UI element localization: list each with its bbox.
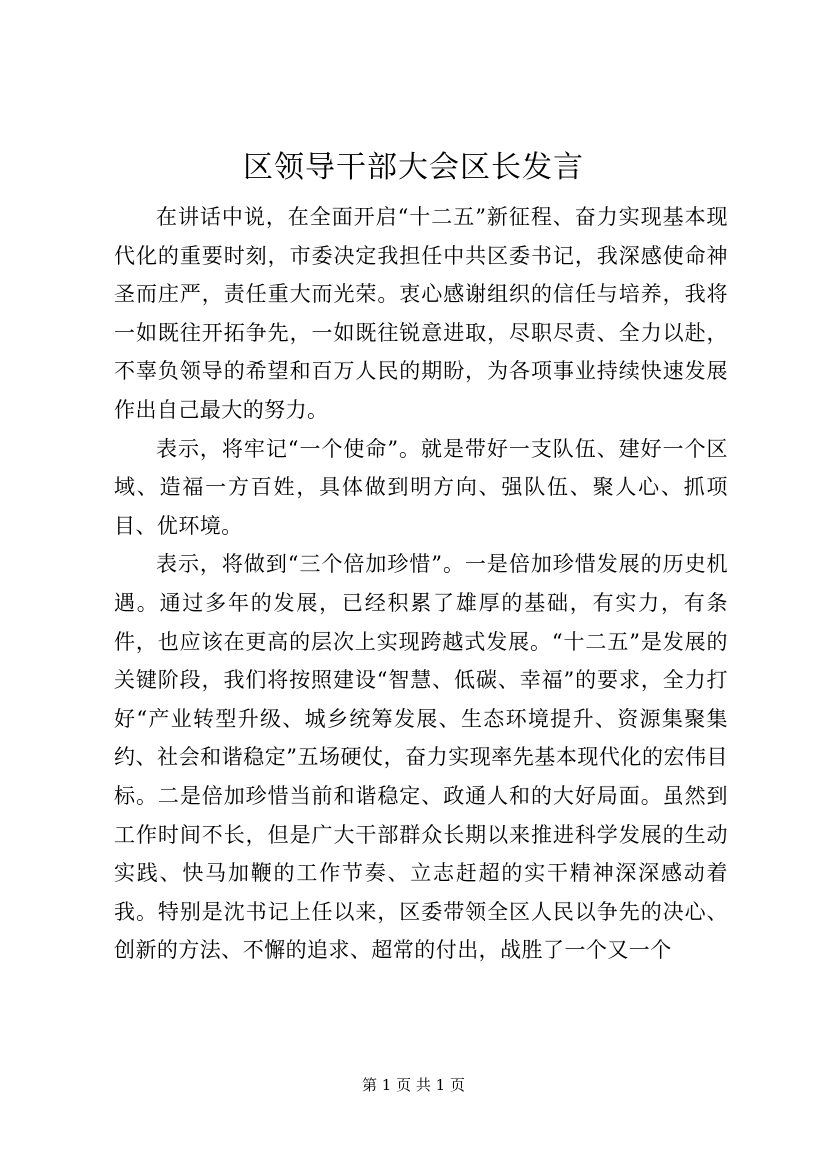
paragraph-1: 在讲话中说，在全面开启“十二五”新征程、奋力实现基本现代化的重要时刻，市委决定我担任中共区委书记，我深感使命神圣而庄严，责任重大而光荣。衷心感谢组织的信任与培养，我将一如既往开拓争先，一如既往锐意进取，尽职尽责、全力以赴，不辜负领导的希望和百万人民的期盼，为各项事业持续快速发展作出自己最大的努力。 — [114, 205, 728, 422]
page-number-footer: 第 1 页 共 1 页 — [362, 1076, 465, 1094]
document-body — [114, 198, 728, 970]
paragraph-3: 表示，将做到“三个倍加珍惜”。一是倍加珍惜发展的历史机遇。通过多年的发展，已经积累了雄厚的基础，有实力，有条件，也应该在更高的层次上实现跨越式发展。“十二五”是发展的关键阶段，我们将按照建设“智慧、低碳、幸福”的要求，全力打好“产业转型升级、城乡统筹发展、生态环境提升、资源集聚集约、社会和谐稳定”五场硬仗，奋力实现率先基本现代化的宏伟目标。二是倍加珍惜当前和谐稳定、政通人和的大好局面。虽然到工作时间不长，但是广大干部群众长期以来推进科学发展的生动实践、快马加鞭的工作节奏、立志赶超的实干精神深深感动着我。特别是沈书记上任以来，区委带领全区人民以争先的决心、创新的方法、不懈的追求、超常的付出，战胜了一个又一个 — [114, 552, 728, 963]
document-title: 区领导干部大会区长发言 — [243, 150, 584, 185]
paragraph-2: 表示，将牢记“一个使命”。就是带好一支队伍、建好一个区域、造福一方百姓，具体做到明方向、强队伍、聚人心、抓项目、优环境。 — [114, 436, 728, 538]
